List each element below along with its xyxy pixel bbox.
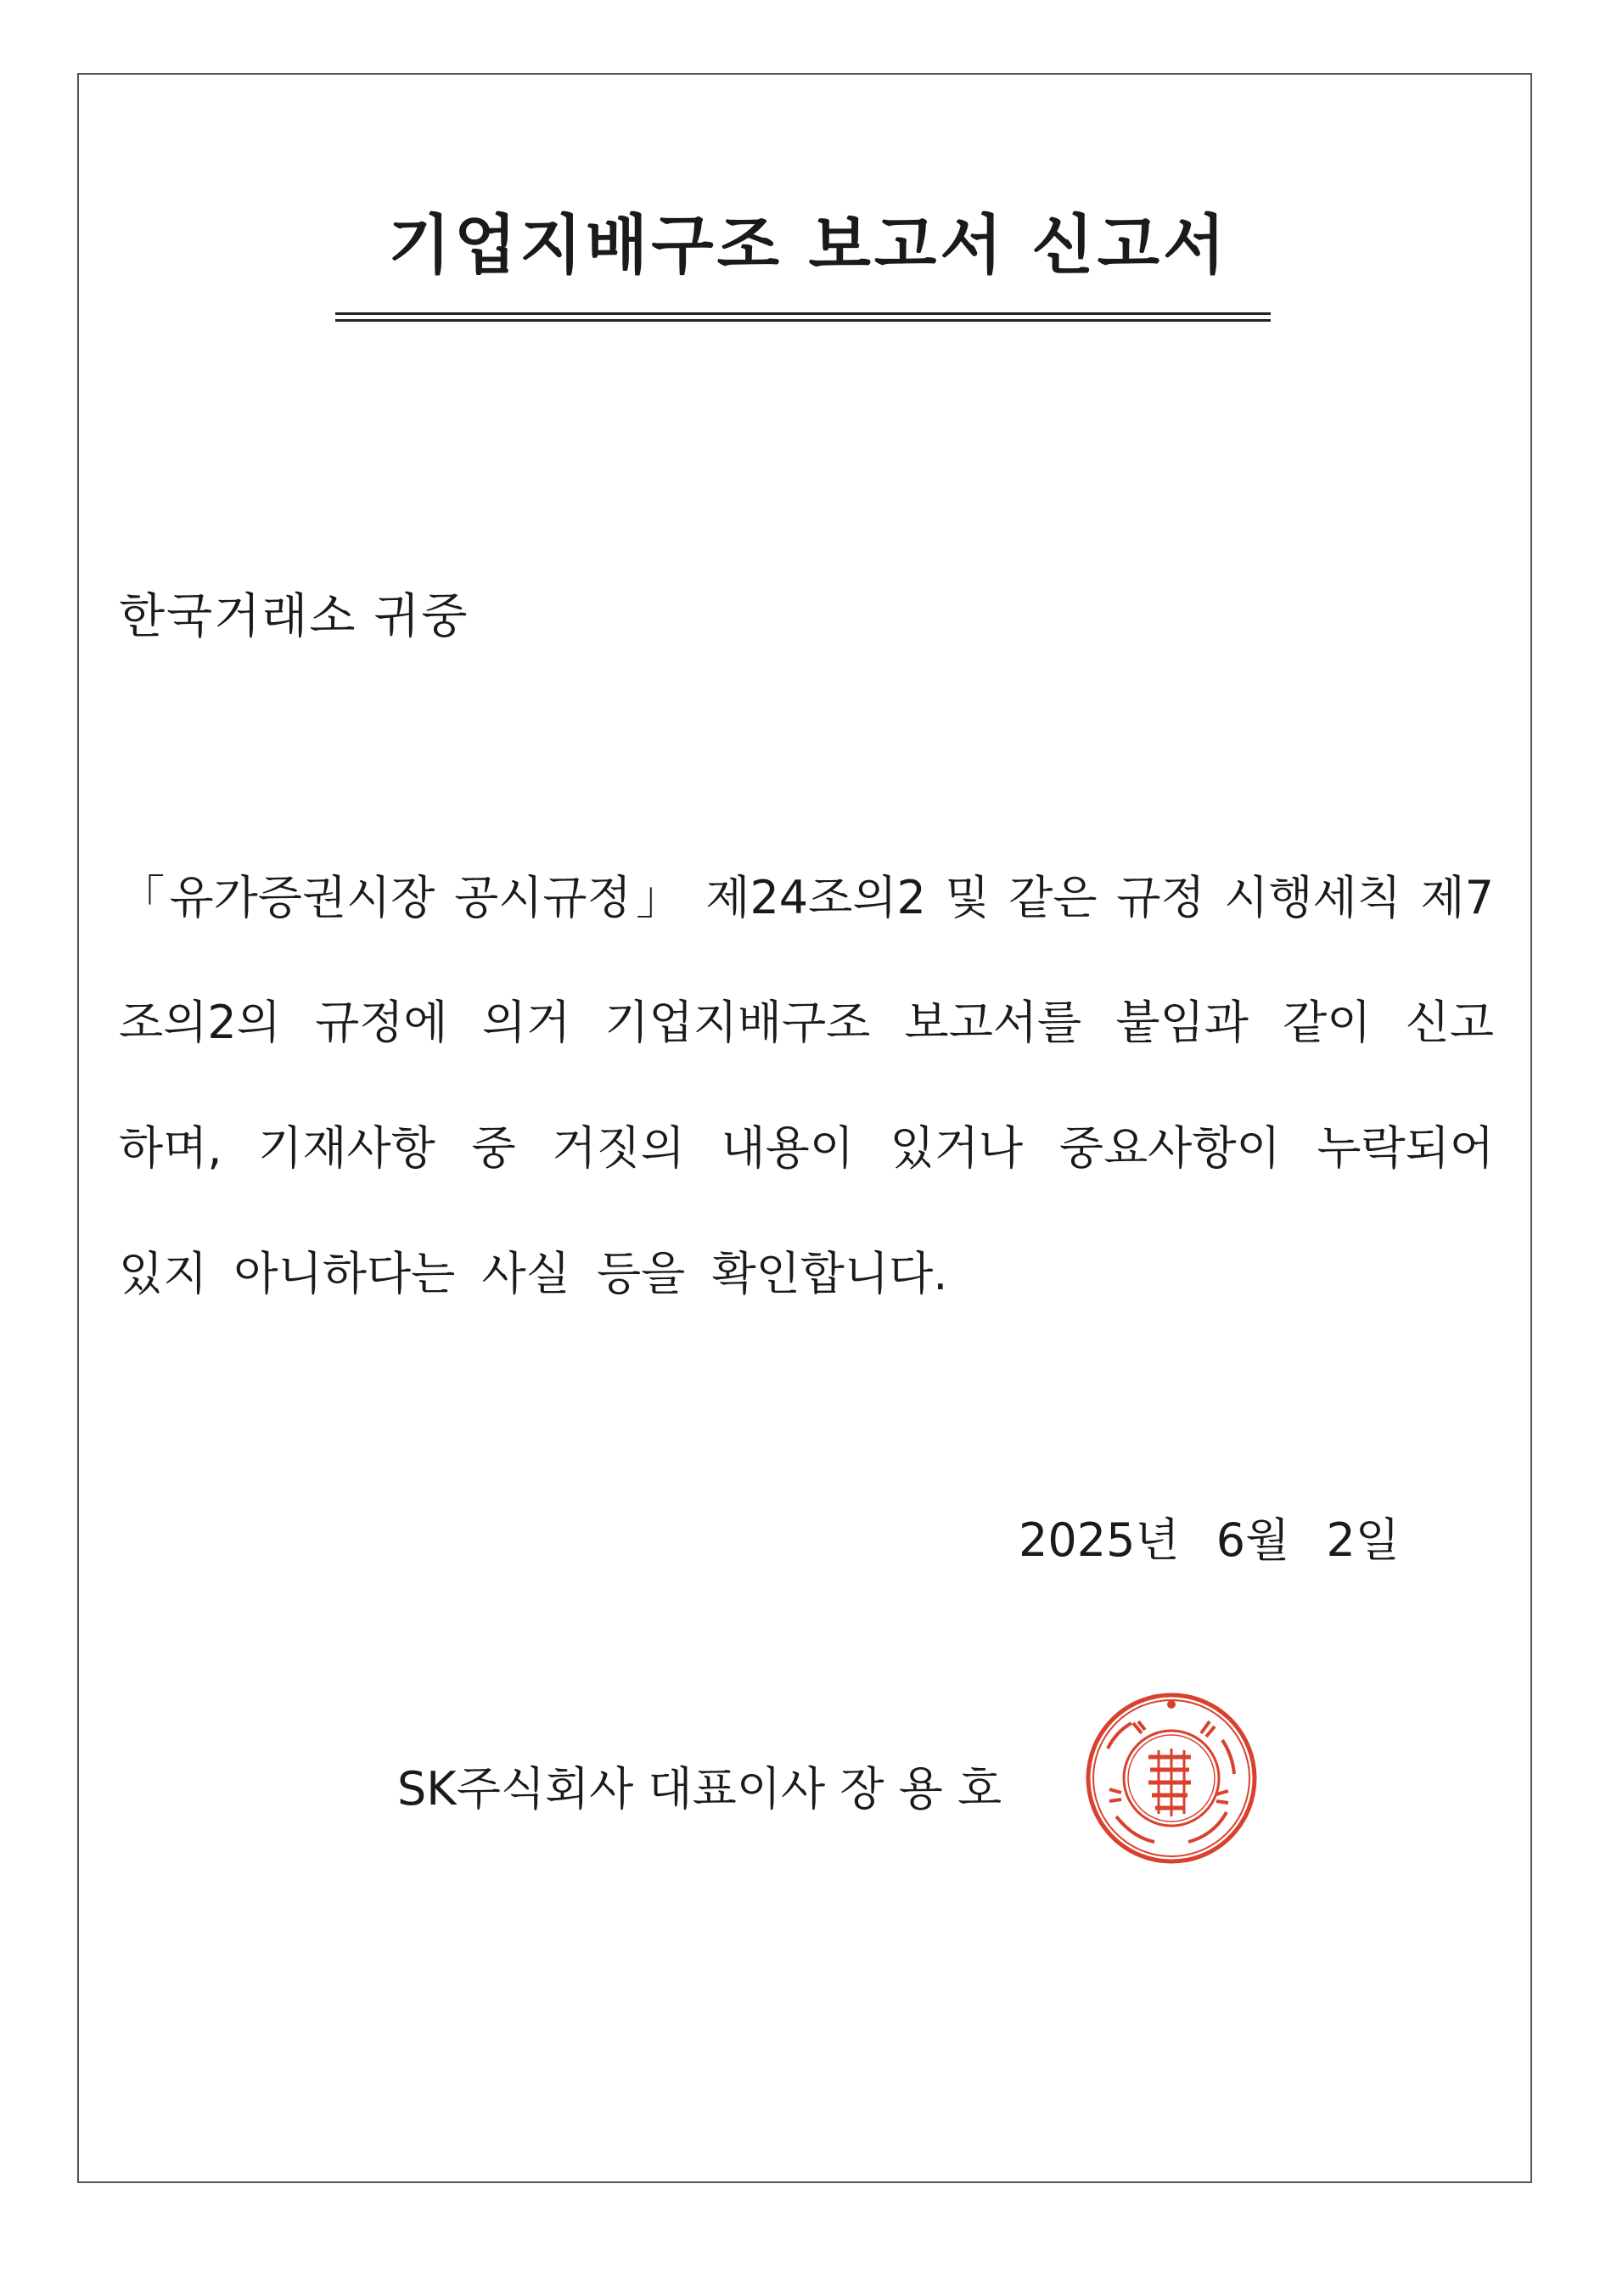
title-double-rule — [335, 312, 1271, 322]
signature-line: SK주식회사 대표이사 장 용 호 — [397, 1762, 1002, 1816]
document-date: 2025년 6월 2일 — [1019, 1513, 1400, 1567]
company-seal-icon — [1082, 1689, 1260, 1867]
recipient: 한국거래소 귀중 — [119, 589, 469, 644]
body-line-1: 「유가증권시장 공시규정」 제24조의2 및 같은 규정 시행세칙 제7 — [119, 871, 1494, 924]
body-line-2: 조의2의 규정에 의거 기업지배구조 보고서를 붙임과 같이 신고 — [119, 996, 1494, 1049]
body-line-4: 있지 아니하다는 사실 등을 확인합니다. — [119, 1247, 948, 1300]
document-title: 기업지배구조 보고서 신고서 — [388, 207, 1229, 283]
body-line-3: 하며, 기재사항 중 거짓의 내용이 있거나 중요사항이 누락되어 — [119, 1121, 1494, 1175]
